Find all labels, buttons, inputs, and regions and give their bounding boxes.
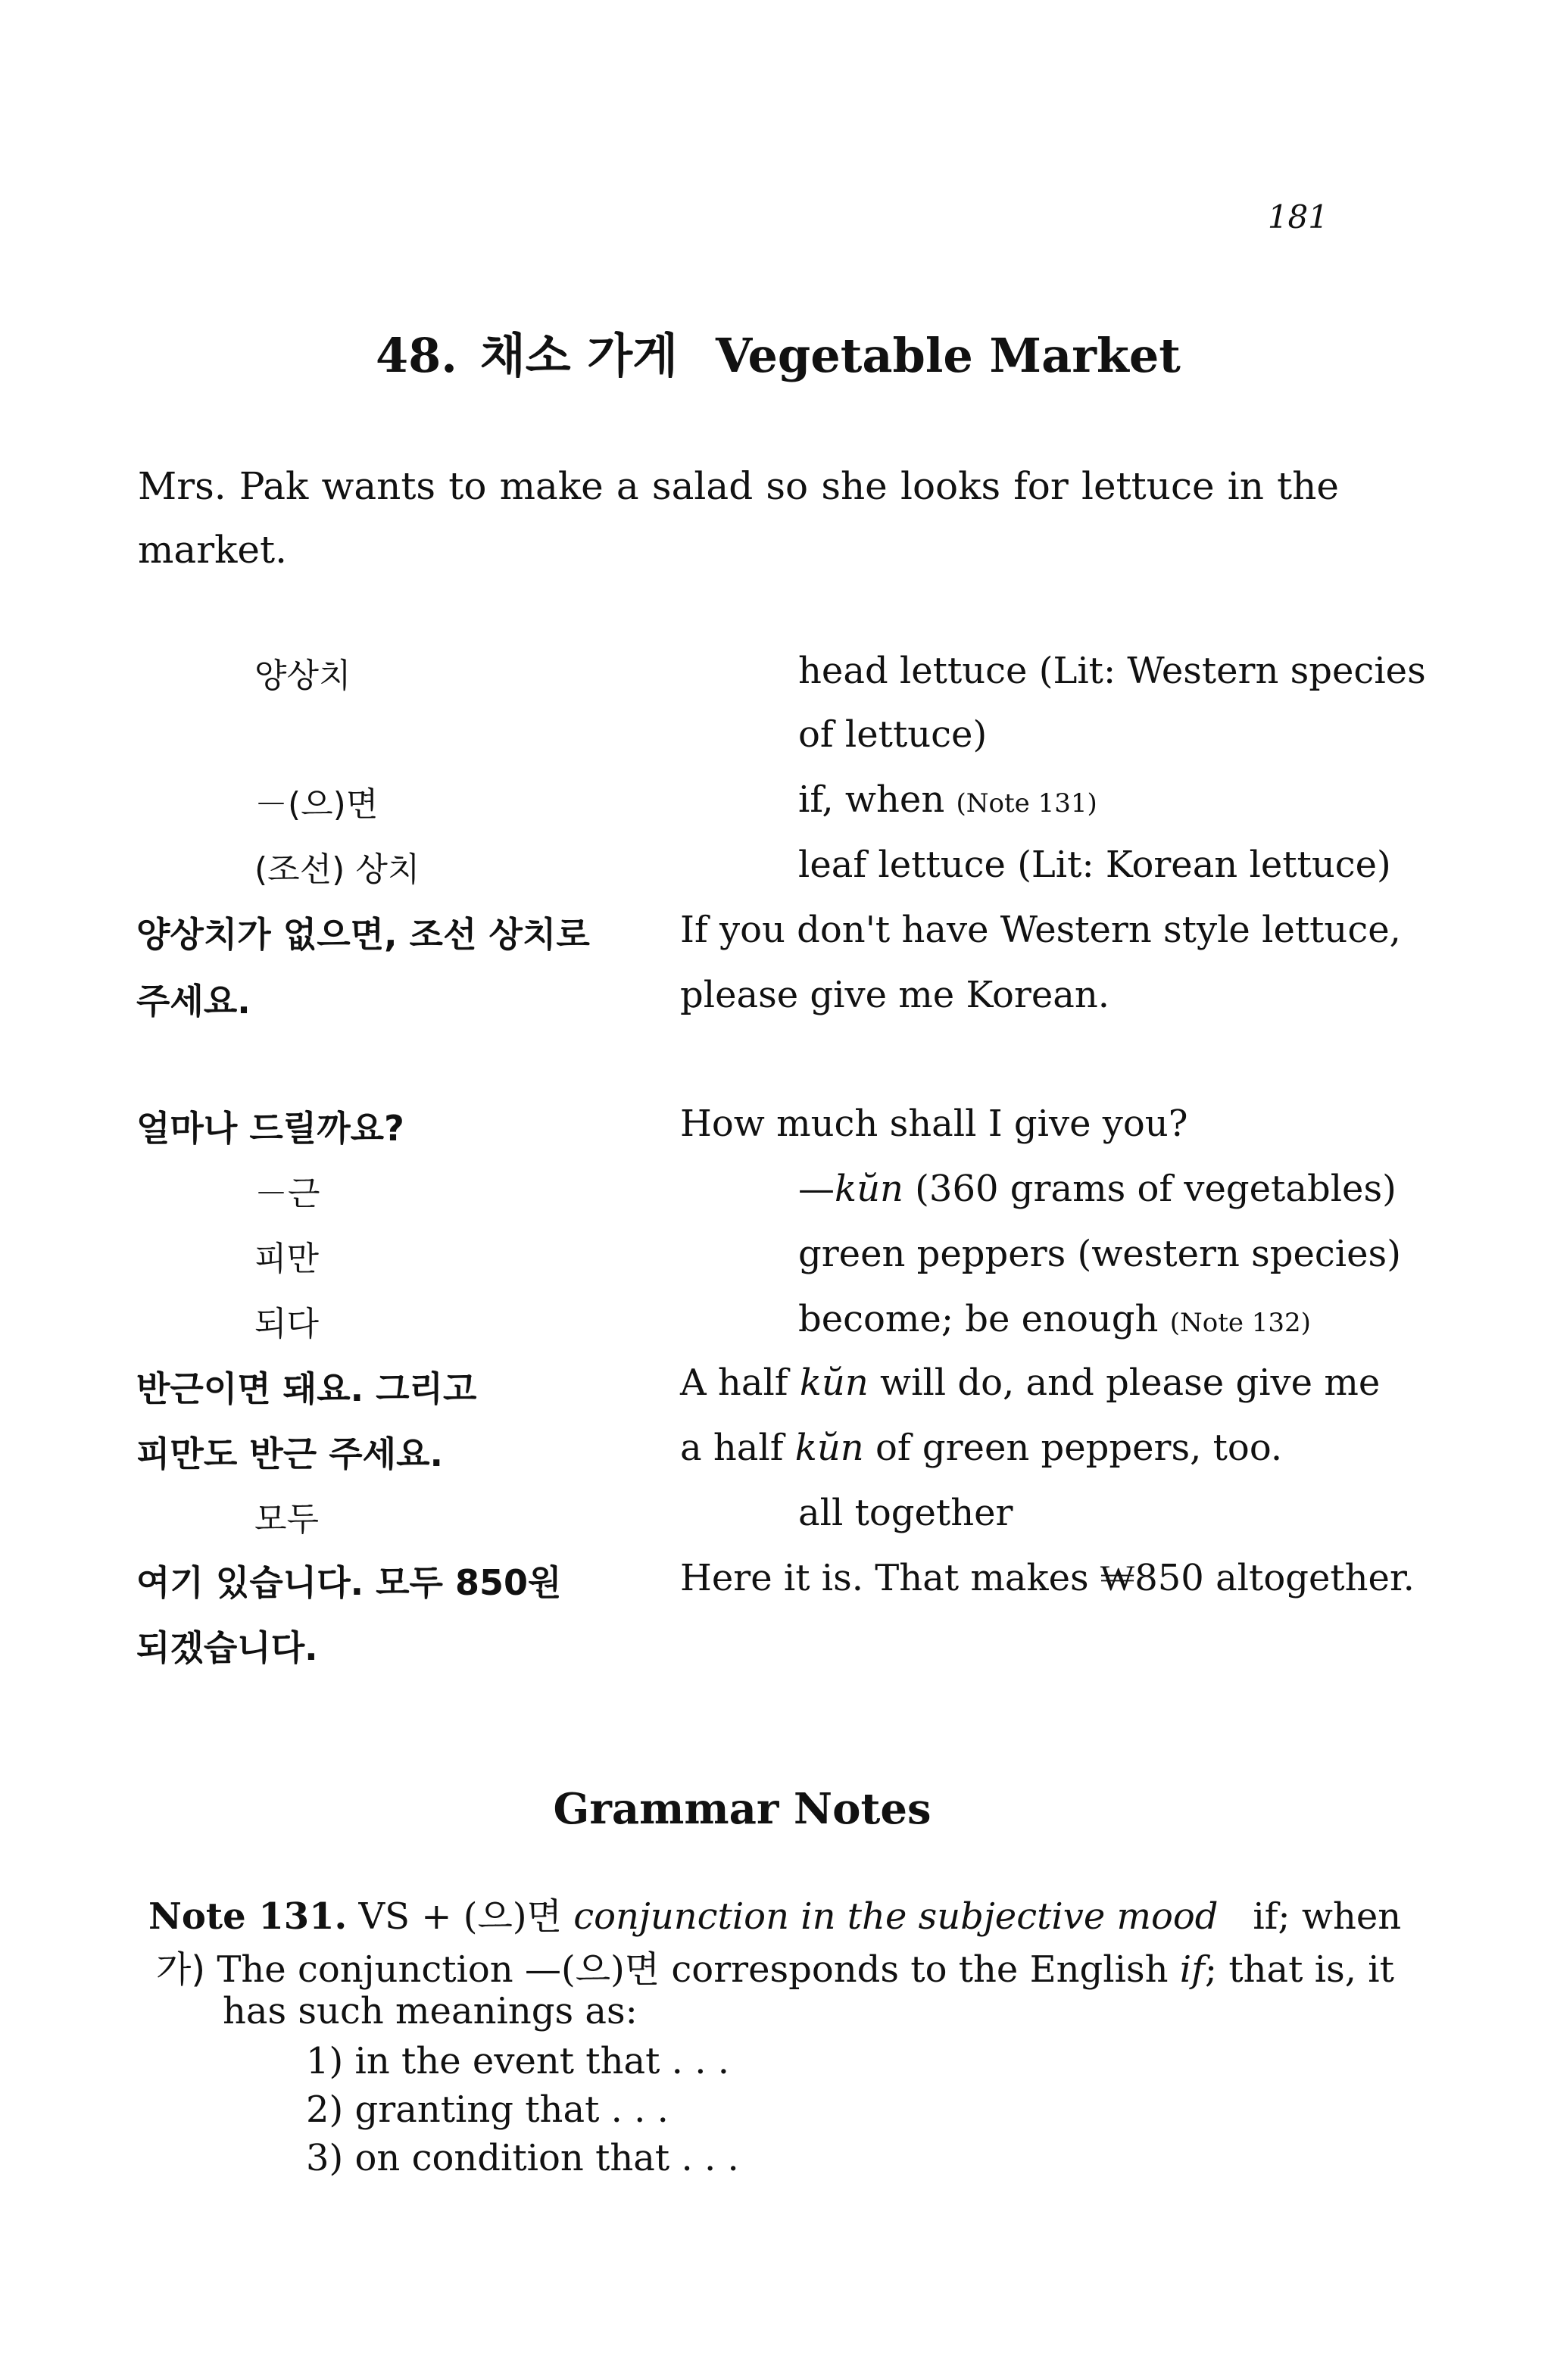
vocab-english: head lettuce (Lit: Western species [798,650,1426,692]
vocab-korean: 모두 [254,1500,320,1539]
note-label: Note 131. [148,1895,348,1938]
lesson-number: 48. [376,328,457,383]
note-item-marker: 가) [156,1948,206,1991]
note-item [156,1940,1394,1992]
sentence-english-start: a half [680,1427,795,1469]
vocab-english-text: become; be enough [798,1298,1159,1340]
vocab-english-rest: (360 grams of vegetables) [903,1168,1397,1210]
sentence-korean-continued: 되겠습니다. [136,1627,318,1668]
vocab-english: leaf lettuce (Lit: Korean lettuce) [798,844,1391,886]
sentence-english-end: of green peppers, too. [863,1427,1283,1469]
sentence-english: If you don't have Western style lettuce, [680,909,1401,951]
vocab-korean: －근 [254,1174,320,1213]
vocab-english: all together [798,1492,1013,1534]
vocab-english-italic: kŭn [835,1168,903,1210]
vocab-english [798,778,1097,821]
note-header [148,1887,1401,1939]
grammar-heading: Grammar Notes [553,1784,932,1834]
vocab-english [798,1168,1397,1210]
sentence-english-start: A half [680,1362,800,1404]
lesson-title-korean: 채소 가게 [479,328,679,383]
vocab-korean: 되다 [254,1305,320,1343]
note-item-text: The conjunction —(으)면 corresponds to the English [217,1948,1180,1991]
vocab-korean: －(으)면 [254,785,379,824]
sentence-korean-continued: 주세요. [136,981,251,1022]
vocab-korean: (조선) 상치 [254,850,420,889]
sentence-korean-continued: 피만도 반근 주세요. [136,1433,443,1474]
question-english: How much shall I give you? [680,1103,1188,1145]
note-reference: (Note 131) [956,788,1097,819]
lesson-title-english: Vegetable Market [716,328,1181,383]
note-item-italic: if [1179,1948,1205,1991]
note-item-text-end: ; that is, it [1204,1948,1394,1991]
sentence-korean: 반근이면 돼요. 그리고 [136,1368,477,1409]
sentence-english-end: will do, and please give me [868,1362,1381,1404]
intro-paragraph: Mrs. Pak wants to make a salad so she looks for lettuce in the market. [138,464,1339,572]
vocab-korean: 피만 [254,1240,320,1278]
note-reference: (Note 132) [1169,1308,1311,1338]
note-item-continued: has such meanings as: [223,1990,638,2032]
sentence-korean: 여기 있습니다. 모두 850원 [136,1562,562,1603]
sentence-english [680,1362,1380,1404]
sentence-english-continued [680,1427,1282,1469]
note-title: conjunction in the subjective mood [573,1895,1219,1938]
vocab-english: green peppers (western species) [798,1233,1401,1275]
vocab-english-text: if, when [798,778,945,821]
note-gloss: if; when [1253,1895,1402,1938]
vocab-english-dash: — [798,1168,835,1210]
note-formula: VS + (으)면 [358,1895,562,1938]
sentence-korean: 양상치가 없으면, 조선 상치로 [136,914,590,955]
lesson-title [376,318,1181,385]
note-list-item: 2) granting that . . . [306,2088,669,2131]
sentence-english-italic: kŭn [799,1362,869,1404]
sentence-english: Here it is. That makes ₩850 altogether. [680,1557,1415,1599]
note-list-item: 3) on condition that . . . [306,2137,739,2179]
sentence-english-continued: please give me Korean. [680,974,1110,1016]
vocab-korean: 양상치 [254,657,351,695]
note-list-item: 1) in the event that . . . [306,2040,729,2082]
vocab-english-continued: of lettuce) [798,713,988,756]
page-number: 181 [1267,198,1328,236]
vocab-english [798,1298,1311,1340]
sentence-english-italic: kŭn [794,1427,864,1469]
question-korean: 얼마나 드릴까요? [136,1108,404,1149]
